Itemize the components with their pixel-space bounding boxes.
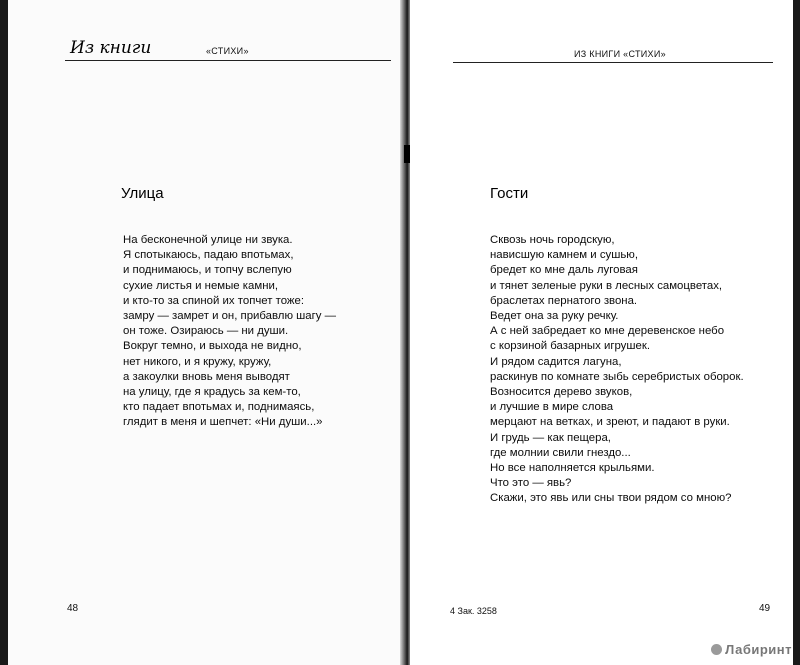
footer-print-code: 4 Зак. 3258 (450, 606, 497, 616)
poem-line: Возносится дерево звуков, (490, 386, 633, 399)
left-page (8, 0, 406, 665)
poem-line: сухие листья и немые камни, (123, 279, 279, 292)
poem-line: и кто-то за спиной их топчет тоже: (123, 294, 305, 307)
poem-body (490, 233, 744, 507)
poem-line: На бесконечной улице ни звука. (123, 234, 293, 246)
poem-line: И грудь — как пещера, (490, 431, 611, 444)
poem-line: мерцают на ветках, и зреют, и падают в руки. (490, 416, 730, 429)
poem-line: А с ней забредает ко мне деревенское небо (490, 325, 725, 338)
watermark-text: Лабиринт (725, 642, 792, 657)
poem-line: Вокруг темно, и выхода не видно, (123, 340, 302, 353)
poem-line: и тянет зеленые руки в лесных самоцветах, (490, 279, 723, 292)
poem-title: Улица (121, 185, 164, 202)
header-logo: Из книги (70, 38, 152, 58)
watermark (711, 642, 792, 657)
header-rule (65, 60, 391, 61)
poem-line: Ведет она за руку речку. (490, 310, 619, 323)
poem-line: Но все наполняется крыльями. (490, 462, 655, 475)
poem-line: Сквозь ночь городскую, (490, 234, 615, 246)
page-number: 48 (67, 603, 79, 614)
header-rule (453, 62, 773, 63)
poem-line: с корзиной базарных игрушек. (490, 340, 650, 353)
poem-line: где молнии свили гнездо... (490, 446, 631, 459)
poem-line: раскинув по комнате зыбь серебристых оборок. (490, 370, 744, 383)
poem-line: бредет ко мне даль луговая (490, 264, 638, 277)
labyrinth-logo-icon (711, 644, 722, 655)
poem-title: Гости (490, 185, 529, 202)
poem-line: нависшую камнем и сушью, (490, 249, 638, 262)
poem-line: и поднимаюсь, и топчу вслепую (123, 264, 292, 277)
poem-line: он тоже. Озираюсь — ни души. (123, 325, 289, 338)
poem-line: а закоулки вновь меня выводят (123, 370, 290, 383)
poem-body (123, 233, 336, 431)
page-number: 49 (759, 603, 771, 614)
poem-line: Я спотыкаюсь, падаю впотьмах, (123, 249, 294, 262)
poem-line: И рядом садится лагуна, (490, 355, 622, 368)
poem-line: Скажи, это явь или сны твои рядом со мною? (490, 492, 732, 505)
poem-line: замру — замрет и он, прибавлю шагу — (123, 310, 337, 323)
poem-line: кто падает впотьмах и, поднимаясь, (123, 401, 315, 414)
poem-line: на улицу, где я крадусь за кем-то, (123, 386, 301, 399)
header-section: «СТИХИ» (206, 46, 249, 56)
poem-line: и лучшие в мире слова (490, 401, 614, 414)
header-title: ИЗ КНИГИ «СТИХИ» (574, 49, 666, 59)
poem-line: нет никого, и я кружу, кружу, (123, 355, 272, 368)
poem-line: Что это — явь? (490, 477, 572, 490)
poem-line: браслетах пернатого звона. (490, 294, 638, 307)
right-page (410, 0, 793, 665)
poem-line: глядит в меня и шепчет: «Ни души...» (123, 416, 323, 429)
